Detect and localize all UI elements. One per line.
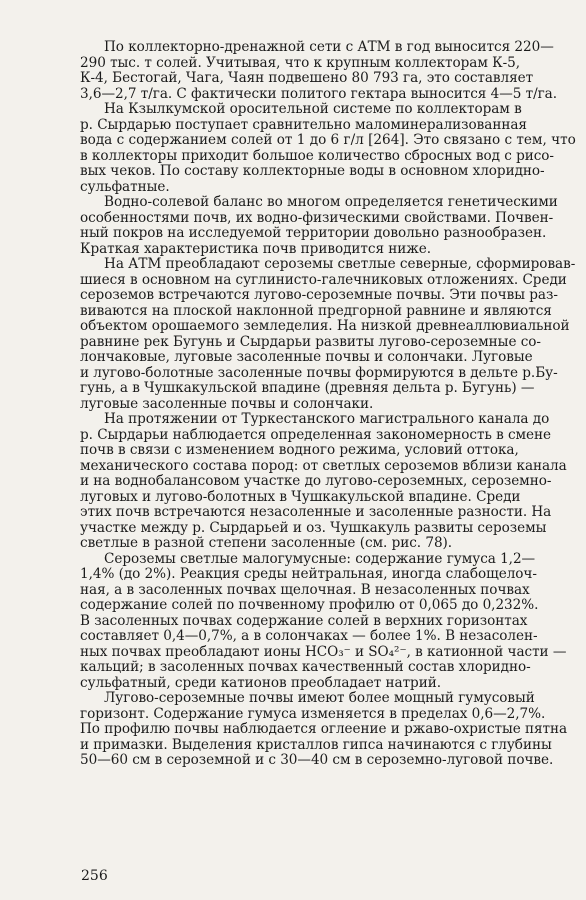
text-line: равнине рек Бугунь и Сырдарьи развиты лугово-сероземные со- — [80, 333, 541, 350]
paragraph — [80, 691, 580, 769]
text-line: Водно-солевой баланс во многом определяется генетическими — [104, 194, 558, 210]
text-line: По профилю почвы наблюдается оглеение и ржаво-охристые пятна — [80, 721, 568, 737]
paragraph — [80, 195, 580, 257]
text-line: составляет 0,4—0,7%, а в солончаках — более 1%. В незасолен- — [80, 628, 538, 644]
text-line: содержание солей по почвенному профилю от 0,065 до 0,232%. — [80, 597, 539, 613]
text-line: р. Сырдарью поступает сравнительно маломинерализованная — [80, 116, 527, 133]
page-body-text — [80, 40, 580, 769]
text-line: особенностями почв, их водно-физическими свойствами. Почвен- — [80, 209, 554, 226]
paragraph — [80, 412, 580, 552]
text-line: участке между р. Сырдарьей и оз. Чушкакуль развиты сероземы — [80, 519, 547, 536]
text-line: 1,4% (до 2%). Реакция среды нейтральная, иногда слабощелоч- — [80, 566, 537, 582]
text-line: кальций; в засоленных почвах качественный состав хлоридно- — [80, 659, 531, 675]
text-line: шиеся в основном на суглинисто-галечниковых отложениях. Среди — [80, 271, 567, 288]
text-line: сероземов встречаются лугово-сероземные почвы. Эти почвы раз- — [80, 287, 558, 303]
text-line: в коллекторы приходит большое количество сбросных вод с рисо- — [80, 147, 554, 164]
text-line: По коллекторно-дренажной сети с АТМ в год выносится 220— — [104, 39, 554, 55]
text-line: светлые в разной степени засоленные (см. рис. 78). — [80, 535, 453, 551]
text-line: К-4, Бестогай, Чага, Чаян подвешено 80 793 га, это составляет — [80, 70, 534, 86]
text-line: На АТМ преобладают сероземы светлые северные, сформировав- — [104, 256, 576, 272]
text-line: лончаковые, луговые засоленные почвы и солончаки. Луговые — [80, 349, 533, 365]
text-line: и примазки. Выделения кристаллов гипса начинаются с глубины — [80, 736, 552, 753]
text-line: и на воднобалансовом участке до лугово-сероземных, сероземно- — [80, 473, 552, 489]
paragraph — [80, 102, 580, 195]
text-line: горизонт. Содержание гумуса изменяется в пределах 0,6—2,7%. — [80, 705, 546, 722]
text-line: вых чеков. По составу коллекторные воды в основном хлоридно- — [80, 163, 545, 179]
text-line: и лугово-болотные засоленные почвы формируются в дельте р.Бу- — [80, 364, 558, 381]
text-line: луговые засоленные почвы и солончаки. — [80, 395, 374, 412]
text-line: Лугово-сероземные почвы имеют более мощный гумусовый — [104, 690, 535, 706]
text-line: р. Сырдарьи наблюдается определенная закономерность в смене — [80, 426, 552, 443]
text-line: сульфатный, среди катионов преобладает натрий. — [80, 674, 441, 691]
paragraph — [80, 552, 580, 692]
text-line: виваются на плоской наклонной предгорной равнине и являются — [80, 302, 552, 319]
text-line: луговых и лугово-болотных в Чушкакульской впадине. Среди — [80, 488, 521, 505]
text-line: В засоленных почвах содержание солей в верхних горизонтах — [80, 612, 528, 629]
text-line: Сероземы светлые малогумусные: содержание гумуса 1,2— — [104, 550, 536, 567]
text-line: почв в связи с изменением водного режима, условий оттока, — [80, 442, 519, 458]
text-line: Краткая характеристика почв приводится ниже. — [80, 240, 431, 257]
paragraph — [80, 40, 580, 102]
text-line: На Кзылкумской оросительной системе по коллекторам в — [104, 101, 522, 117]
text-line: 50—60 см в сероземной и с 30—40 см в сероземно-луговой почве. — [80, 752, 554, 768]
text-line: гунь, а в Чушкакульской впадине (древняя дельта р. Бугунь) — — [80, 380, 535, 396]
text-line: механического состава пород: от светлых сероземов вблизи канала — [80, 457, 567, 474]
text-line: На протяжении от Туркестанского магистрального канала до — [104, 411, 550, 427]
text-line: ная, а в засоленных почвах щелочная. В незасоленных почвах — [80, 581, 530, 598]
text-line: 290 тыс. т солей. Учитывая, что к крупным коллекторам К-5, — [80, 54, 521, 71]
text-line: сульфатные. — [80, 178, 170, 195]
page-number: 256 — [81, 868, 108, 884]
paragraph — [80, 257, 580, 412]
text-line: ных почвах преобладают ионы HCO₃⁻ и SO₄²⁻, в катионной части — — [80, 643, 567, 660]
text-line: ный покров на исследуемой территории довольно разнообразен. — [80, 225, 547, 241]
text-line: объектом орошаемого земледелия. На низкой древнеаллювиальной — [80, 318, 570, 334]
text-line: вода с содержанием солей от 1 до 6 г/л [264]. Это связано с тем, что — [80, 132, 576, 148]
text-line: 3,6—2,7 т/га. С фактически политого гектара выносится 4—5 т/га. — [80, 85, 558, 102]
text-line: этих почв встречаются незасоленные и засоленные разности. На — [80, 504, 552, 520]
